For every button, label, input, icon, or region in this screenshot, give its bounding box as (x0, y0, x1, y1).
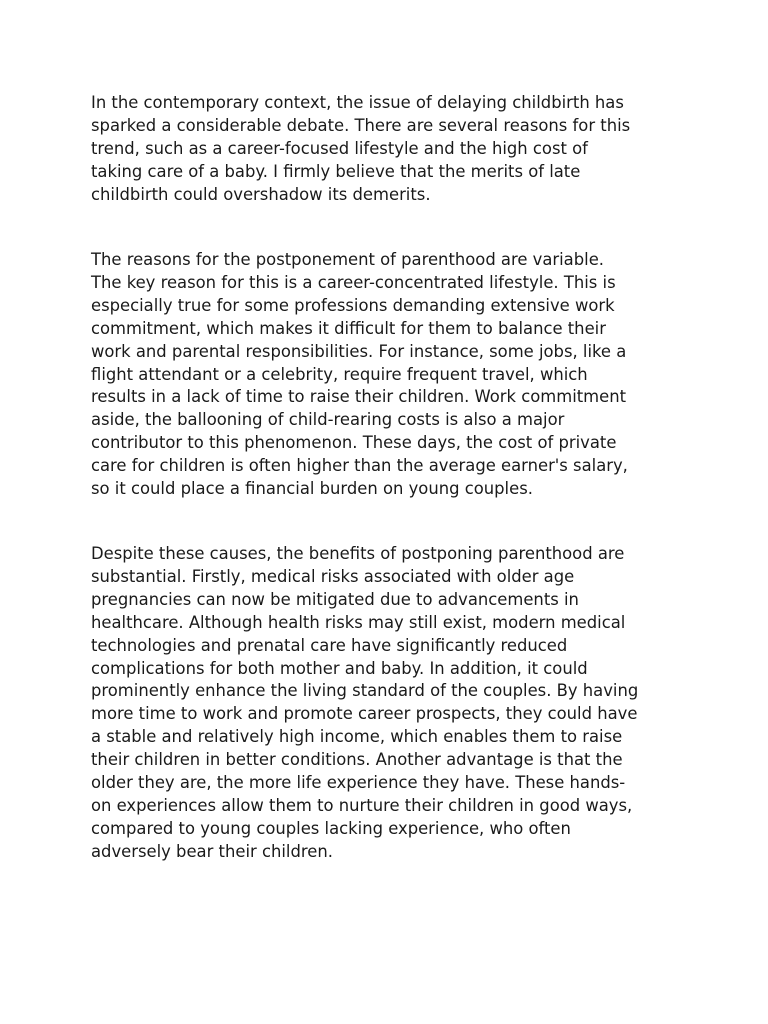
text-line: prominently enhance the living standard of the couples. By having (91, 681, 639, 701)
text-line: Despite these causes, the benefits of postponing parenthood are (91, 544, 625, 563)
text-line: older they are, the more life experience they have. These hands- (91, 773, 626, 793)
text-line: work and parental responsibilities. For instance, some jobs, like a (91, 341, 627, 361)
text-line: healthcare. Although health risks may still exist, modern medical (91, 612, 626, 632)
paragraph-reasons (91, 249, 691, 501)
text-line: taking care of a baby. I firmly believe that the merits of late (91, 161, 581, 181)
text-line: their children in better conditions. Another advantage is that the (91, 750, 623, 770)
text-line: contributor to this phenomenon. These days, the cost of private (91, 433, 617, 453)
paragraph-introduction (91, 92, 691, 207)
text-line: commitment, which makes it difficult for them to balance their (91, 318, 606, 338)
text-line: sparked a considerable debate. There are several reasons for this (91, 115, 631, 135)
text-line: a stable and relatively high income, which enables them to raise (91, 727, 623, 747)
text-line: childbirth could overshadow its demerits. (91, 184, 431, 204)
text-line: complications for both mother and baby. In addition, it could (91, 658, 588, 678)
text-line: results in a lack of time to raise their children. Work commitment (91, 387, 627, 407)
text-line: The reasons for the postponement of parenthood are variable. (91, 250, 604, 269)
text-line: compared to young couples lacking experience, who often (91, 818, 571, 838)
text-line: so it could place a financial burden on young couples. (91, 479, 533, 499)
text-line: flight attendant or a celebrity, require frequent travel, which (91, 364, 588, 384)
text-line: trend, such as a career-focused lifestyle and the high cost of (91, 138, 588, 158)
text-line: In the contemporary context, the issue of delaying childbirth has (91, 93, 624, 112)
paragraph-benefits (91, 543, 691, 864)
text-line: especially true for some professions demanding extensive work (91, 295, 615, 315)
text-line: adversely bear their children. (91, 841, 333, 861)
text-line: The key reason for this is a career-concentrated lifestyle. This is (91, 272, 616, 292)
text-line: on experiences allow them to nurture their children in good ways, (91, 795, 633, 815)
text-line: aside, the ballooning of child-rearing costs is also a major (91, 410, 565, 430)
text-line: pregnancies can now be mitigated due to advancements in (91, 589, 579, 609)
text-line: more time to work and promote career prospects, they could have (91, 704, 638, 724)
text-line: technologies and prenatal care have significantly reduced (91, 635, 568, 655)
text-line: substantial. Firstly, medical risks associated with older age (91, 566, 575, 586)
text-line: care for children is often higher than the average earner's salary, (91, 456, 628, 476)
